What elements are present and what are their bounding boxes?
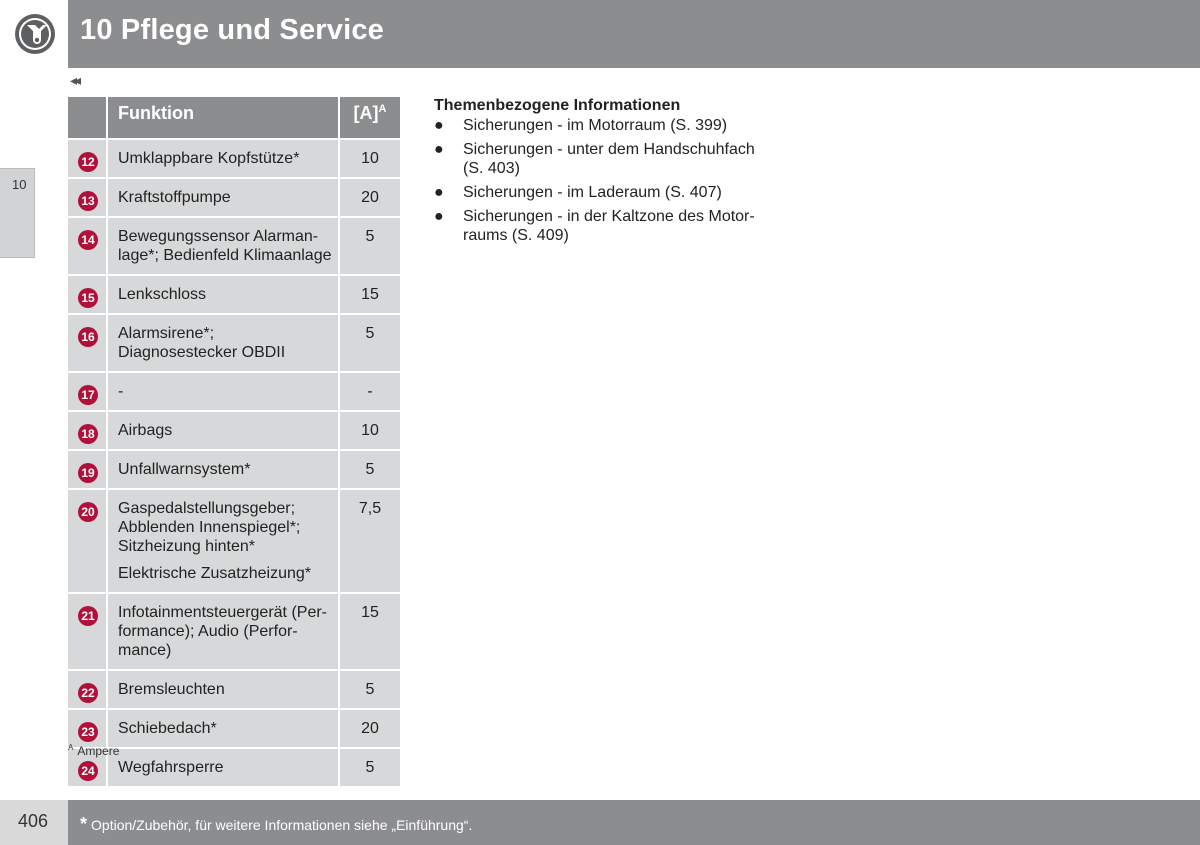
table-row bbox=[68, 177, 400, 216]
bullet-icon: ● bbox=[434, 208, 444, 225]
fuse-function: Bremsleuchten bbox=[108, 669, 340, 708]
fuse-number-badge: 16 bbox=[78, 327, 98, 347]
bullet-icon: ● bbox=[434, 141, 444, 158]
fuse-function: Umklappbare Kopfstütze* bbox=[108, 138, 340, 177]
fuse-number-badge: 14 bbox=[78, 230, 98, 250]
fuse-number-badge: 17 bbox=[78, 385, 98, 405]
fuse-function: Gaspedalstellungsgeber; Abblenden Innenspiegel*; Sitzheizung hinten* bbox=[118, 500, 301, 555]
fuse-number-badge: 21 bbox=[78, 606, 98, 626]
fuse-ampere: 7,5 bbox=[340, 488, 400, 592]
table-row bbox=[68, 708, 400, 747]
table-row bbox=[68, 138, 400, 177]
footer-note bbox=[80, 814, 472, 835]
fuse-function: Bewegungssensor Alarman-lage*; Bedienfeld Klimaanlage bbox=[108, 216, 340, 274]
related-link-motorraum[interactable] bbox=[434, 116, 774, 135]
fuse-function: Kraftstoffpumpe bbox=[108, 177, 340, 216]
header-function-cell bbox=[108, 97, 340, 138]
table-footnote bbox=[68, 743, 119, 758]
fuse-function-cell bbox=[108, 488, 340, 592]
header-icon-box bbox=[0, 0, 68, 68]
footer-star: * bbox=[80, 814, 88, 834]
table-row bbox=[68, 274, 400, 313]
page-number: 406 bbox=[18, 811, 49, 831]
header-ampere-label: [A] bbox=[353, 103, 379, 123]
fuse-ampere: 5 bbox=[340, 669, 400, 708]
table-row bbox=[68, 313, 400, 371]
related-link-handschuhfach[interactable] bbox=[434, 140, 774, 178]
fuse-ampere: 15 bbox=[340, 274, 400, 313]
related-information bbox=[434, 97, 774, 250]
fuse-number-badge: 23 bbox=[78, 722, 98, 742]
table-header-row bbox=[68, 97, 400, 138]
related-link-text: Sicherungen - unter dem Handschuhfach (S. 403) bbox=[463, 141, 755, 177]
fuse-ampere: 10 bbox=[340, 138, 400, 177]
fuse-number-badge: 24 bbox=[78, 761, 98, 781]
fuse-ampere: 5 bbox=[340, 449, 400, 488]
fuse-function: - bbox=[108, 371, 340, 410]
related-link-text: Sicherungen - im Motorraum (S. 399) bbox=[463, 117, 728, 134]
fuse-number-badge: 19 bbox=[78, 463, 98, 483]
chapter-side-tab-label: 10 bbox=[12, 177, 27, 192]
fuse-number-badge: 15 bbox=[78, 288, 98, 308]
wrench-gear-icon bbox=[14, 13, 56, 55]
fuse-number-badge: 20 bbox=[78, 502, 98, 522]
fuse-function: Schiebedach* bbox=[108, 708, 340, 747]
fuse-number-badge: 18 bbox=[78, 424, 98, 444]
header-number-cell bbox=[68, 97, 108, 138]
fuse-ampere: - bbox=[340, 371, 400, 410]
fuse-table bbox=[68, 97, 400, 786]
fuse-number-badge: 12 bbox=[78, 152, 98, 172]
footnote-marker: A bbox=[68, 743, 74, 752]
fuse-ampere: 20 bbox=[340, 708, 400, 747]
fuse-ampere: 5 bbox=[340, 747, 400, 786]
related-link-laderaum[interactable] bbox=[434, 183, 774, 202]
table-row bbox=[68, 669, 400, 708]
fuse-function: Alarmsirene*; Diagnosestecker OBDII bbox=[108, 313, 340, 371]
bullet-icon: ● bbox=[434, 184, 444, 201]
table-row bbox=[68, 216, 400, 274]
header-function-label: Funktion bbox=[118, 103, 194, 123]
header-ampere-cell bbox=[340, 97, 400, 138]
related-list bbox=[434, 116, 774, 245]
related-title: Themenbezogene Informationen bbox=[434, 97, 681, 114]
page-title: 10 Pflege und Service bbox=[80, 14, 384, 46]
fuse-function: Airbags bbox=[108, 410, 340, 449]
fuse-ampere: 10 bbox=[340, 410, 400, 449]
table-row bbox=[68, 371, 400, 410]
fuse-function: Infotainmentsteuergerät (Per-formance); Audio (Perfor-mance) bbox=[108, 592, 340, 669]
fuse-function: Wegfahrsperre bbox=[108, 747, 340, 786]
header-ampere-footnote-marker: A bbox=[378, 103, 387, 115]
fuse-function: Lenkschloss bbox=[108, 274, 340, 313]
table-row bbox=[68, 488, 400, 592]
fuse-ampere: 5 bbox=[340, 216, 400, 274]
footer-note-text: Option/Zubehör, für weitere Informationen siehe „Einführung“. bbox=[91, 817, 473, 833]
fuse-ampere: 5 bbox=[340, 313, 400, 371]
fuse-function-extra: Elektrische Zusatzheizung* bbox=[118, 565, 311, 582]
fuse-ampere: 15 bbox=[340, 592, 400, 669]
back-navigation-icon[interactable]: ◂◂ bbox=[70, 72, 79, 88]
related-link-text: Sicherungen - im Laderaum (S. 407) bbox=[463, 184, 722, 201]
fuse-number-badge: 13 bbox=[78, 191, 98, 211]
fuse-number-badge: 22 bbox=[78, 683, 98, 703]
table-row bbox=[68, 410, 400, 449]
bullet-icon: ● bbox=[434, 117, 444, 134]
fuse-function: Unfallwarnsystem* bbox=[108, 449, 340, 488]
table-row bbox=[68, 449, 400, 488]
footnote-text: Ampere bbox=[77, 744, 120, 758]
related-link-text: Sicherungen - in der Kaltzone des Motor-raums (S. 409) bbox=[463, 208, 755, 244]
table-row bbox=[68, 592, 400, 669]
related-link-kaltzone[interactable] bbox=[434, 207, 774, 245]
fuse-ampere: 20 bbox=[340, 177, 400, 216]
